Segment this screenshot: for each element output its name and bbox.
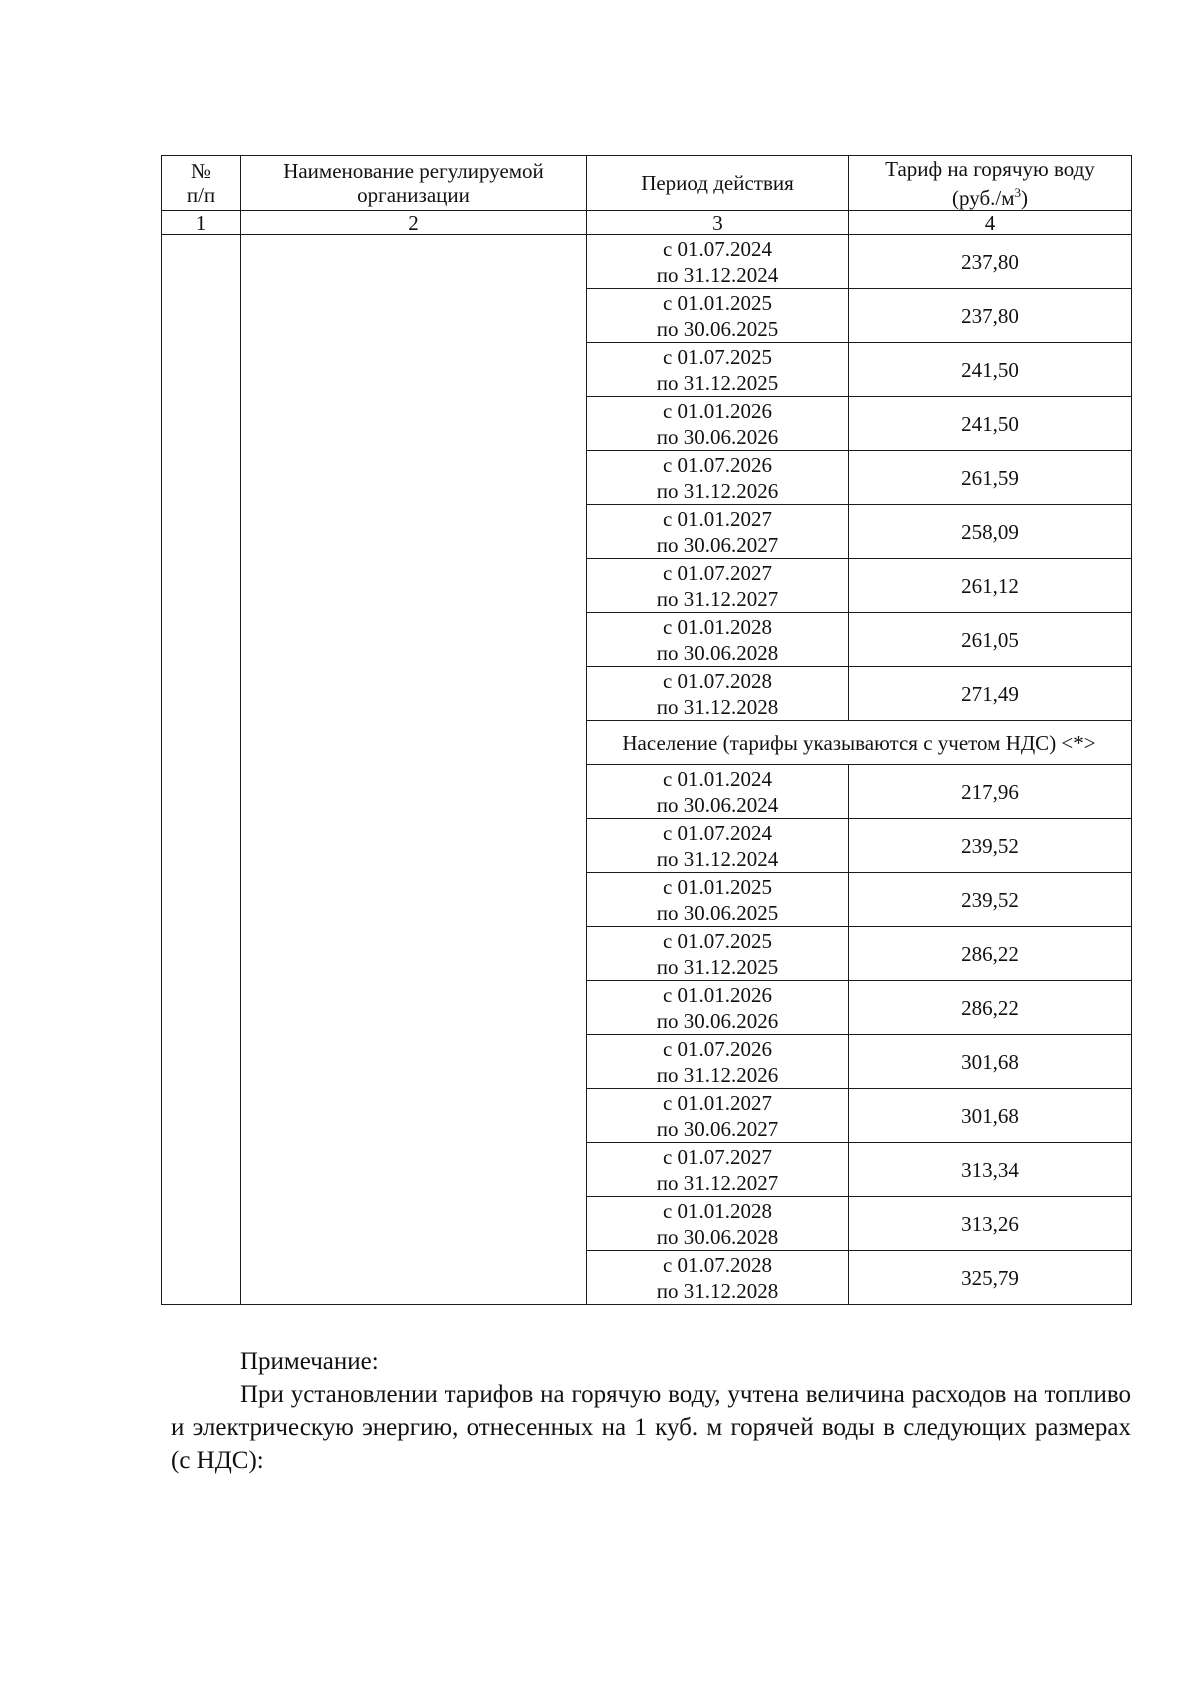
tariff-value-cell: 313,34 [849,1143,1132,1197]
header-row [162,156,1132,211]
period-from: с 01.07.2027 [662,1144,773,1169]
period-cell [587,1035,849,1089]
period-to: по 31.12.2024 [656,846,779,871]
period-from: с 01.07.2026 [662,1036,773,1061]
header-organization: Наименование регулируемой организации [241,156,587,211]
period-from: с 01.07.2025 [662,344,773,369]
organization-cell [241,235,587,1305]
tariff-value-cell: 237,80 [849,289,1132,343]
period-to: по 31.12.2026 [656,478,779,503]
period-to: по 30.06.2024 [656,792,779,817]
period-cell [587,235,849,289]
period-cell [587,505,849,559]
tariff-value-cell: 241,50 [849,343,1132,397]
period-from: с 01.07.2024 [662,236,773,261]
tariff-value-cell: 237,80 [849,235,1132,289]
period-cell [587,981,849,1035]
tariff-value-cell: 261,12 [849,559,1132,613]
tariff-row [162,235,1132,289]
period-from: с 01.01.2027 [662,506,773,531]
column-number: 4 [849,211,1132,235]
period-cell [587,667,849,721]
period-cell [587,819,849,873]
column-number: 3 [587,211,849,235]
period-cell [587,1143,849,1197]
population-section-label: Население (тарифы указываются с учетом НДС) <*> [587,721,1132,765]
period-to: по 30.06.2028 [656,1224,779,1249]
period-cell [587,451,849,505]
period-cell [587,559,849,613]
column-number: 1 [162,211,241,235]
tariff-value-cell: 286,22 [849,927,1132,981]
period-to: по 30.06.2027 [656,532,779,557]
period-to: по 30.06.2027 [656,1116,779,1141]
header-tariff-unit: $(руб./м^3)$ [952,184,1028,210]
tariff-value-cell: 261,59 [849,451,1132,505]
period-from: с 01.07.2028 [662,1252,773,1277]
header-number-abbr: п/п [186,183,216,207]
header-tariff-title: Тариф на горячую воду [885,156,1095,181]
period-to: по 31.12.2027 [656,586,779,611]
tariff-value-cell: 261,05 [849,613,1132,667]
period-from: с 01.07.2028 [662,668,773,693]
period-to: по 31.12.2024 [656,262,779,287]
header-number-symbol: № [190,159,212,183]
tariff-value-cell: 239,52 [849,819,1132,873]
period-to: по 31.12.2028 [656,694,779,719]
period-cell [587,289,849,343]
period-cell [587,613,849,667]
tariff-value-cell: 217,96 [849,765,1132,819]
period-from: с 01.01.2026 [662,398,773,423]
column-number-row [162,211,1132,235]
period-from: с 01.01.2027 [662,1090,773,1115]
period-to: по 31.12.2025 [656,370,779,395]
tariff-value-cell: 313,26 [849,1197,1132,1251]
period-from: с 01.01.2024 [662,766,773,791]
row-number-cell [162,235,241,1305]
period-from: с 01.07.2025 [662,928,773,953]
period-to: по 31.12.2027 [656,1170,779,1195]
tariff-value-cell: 241,50 [849,397,1132,451]
note-title: Примечание: [240,1348,379,1375]
period-cell [587,927,849,981]
tariff-value-cell: 301,68 [849,1089,1132,1143]
period-from: с 01.01.2026 [662,982,773,1007]
period-from: с 01.01.2025 [662,290,773,315]
period-to: по 31.12.2025 [656,954,779,979]
period-from: с 01.01.2025 [662,874,773,899]
period-from: с 01.07.2027 [662,560,773,585]
period-from: с 01.01.2028 [662,614,773,639]
tariff-table [161,155,1132,1305]
period-from: с 01.01.2028 [662,1198,773,1223]
period-to: по 31.12.2026 [656,1062,779,1087]
period-cell [587,1197,849,1251]
period-cell [587,343,849,397]
column-number: 2 [241,211,587,235]
note-section [171,1345,1131,1477]
tariff-value-cell: 325,79 [849,1251,1132,1305]
header-period: Период действия [587,156,849,211]
header-number [162,156,241,211]
header-tariff [849,156,1132,211]
tariff-value-cell: 258,09 [849,505,1132,559]
period-to: по 30.06.2025 [656,316,779,341]
period-cell [587,1089,849,1143]
period-cell [587,873,849,927]
period-to: по 30.06.2026 [656,1008,779,1033]
tariff-value-cell: 286,22 [849,981,1132,1035]
tariff-value-cell: 239,52 [849,873,1132,927]
period-cell [587,765,849,819]
period-to: по 31.12.2028 [656,1278,779,1303]
period-to: по 30.06.2026 [656,424,779,449]
period-to: по 30.06.2028 [656,640,779,665]
period-cell [587,397,849,451]
period-to: по 30.06.2025 [656,900,779,925]
period-from: с 01.07.2026 [662,452,773,477]
period-cell [587,1251,849,1305]
period-from: с 01.07.2024 [662,820,773,845]
tariff-value-cell: 271,49 [849,667,1132,721]
tariff-value-cell: 301,68 [849,1035,1132,1089]
note-body: При установлении тарифов на горячую воду, учтена величина расходов на топливо и электрическую энергию, отнесенных на 1 куб. м горячей воды в следующих размерах (с НДС): [171,1381,1131,1474]
